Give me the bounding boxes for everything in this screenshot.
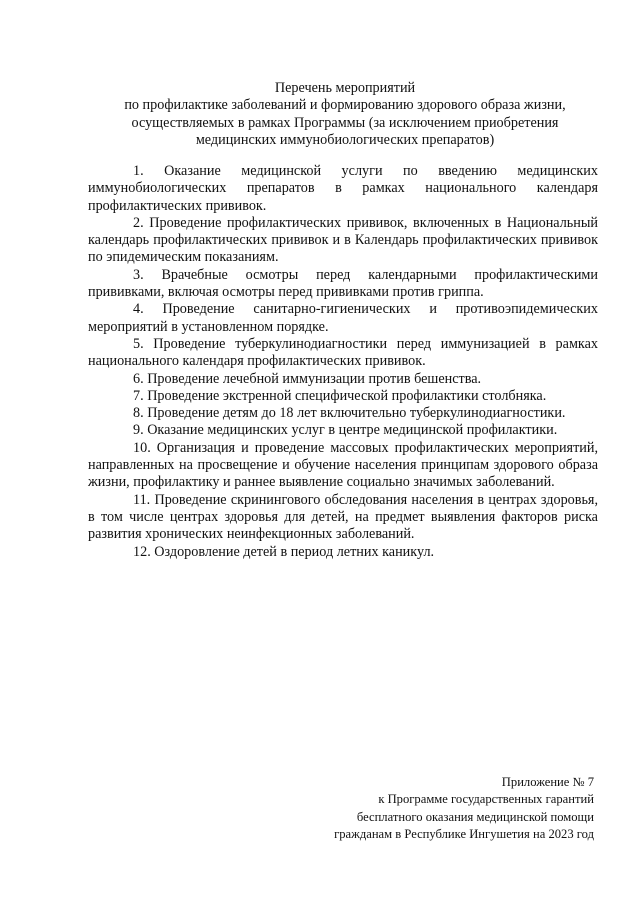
appendix-line: бесплатного оказания медицинской помощи <box>356 809 594 824</box>
appendix-line: гражданам в Республике Ингушетия на 2023 год <box>334 827 594 842</box>
list-item: 7. Проведение экстренной специфической профилактики столбняка. <box>133 387 547 404</box>
title-line: осуществляемых в рамках Программы (за исключением приобретения <box>131 114 559 131</box>
list-item: 8. Проведение детям до 18 лет включительно туберкулинодиагностики. <box>133 405 566 422</box>
list-item: 2. Проведение профилактических прививок, включенных в Национальный календарь профилактических прививок и в Календарь профилактических прививок по эпидемическим показаниям. <box>88 214 598 266</box>
list-item: 3. Врачебные осмотры перед календарными профилактическими прививками, включая осмотры перед прививками против гриппа. <box>88 266 598 301</box>
appendix-note <box>274 774 594 844</box>
title-line: Перечень мероприятий <box>274 80 416 96</box>
measures-list <box>88 163 598 561</box>
list-item: 9. Оказание медицинских услуг в центре медицинской профилактики. <box>133 422 558 439</box>
document-title <box>80 80 610 149</box>
list-item: 4. Проведение санитарно-гигиенических и противоэпидемических мероприятий в установленном порядке. <box>88 301 598 335</box>
title-line: медицинских иммунобиологических препаратов) <box>195 131 495 148</box>
appendix-line: к Программе государственных гарантий <box>378 792 594 807</box>
appendix-line: Приложение № 7 <box>501 775 594 789</box>
list-item: 5. Проведение туберкулинодиагностики перед иммунизацией в рамках национального календаря профилактических прививок. <box>88 335 598 370</box>
list-item: 1. Оказание медицинской услуги по введению медицинских иммунобиологических препаратов в рамках национального календаря профилактических прививок. <box>88 163 598 214</box>
list-item: 10. Организация и проведение массовых профилактических мероприятий, направленных на просвещение и обучение населения принципам здорового образа жизни, профилактику и раннее выявление социально значимых заболеваний. <box>88 439 598 491</box>
list-item: 11. Проведение скринингового обследования населения в центрах здоровья, в том числе центрах здоровья для детей, на предмет выявления факторов риска развития хронических неинфекционных заболеваний. <box>88 491 598 543</box>
title-line: по профилактике заболеваний и формированию здорового образа жизни, <box>124 97 566 114</box>
list-item: 6. Проведение лечебной иммунизации против бешенства. <box>133 370 482 387</box>
list-item: 12. Оздоровление детей в период летних каникул. <box>133 543 435 560</box>
